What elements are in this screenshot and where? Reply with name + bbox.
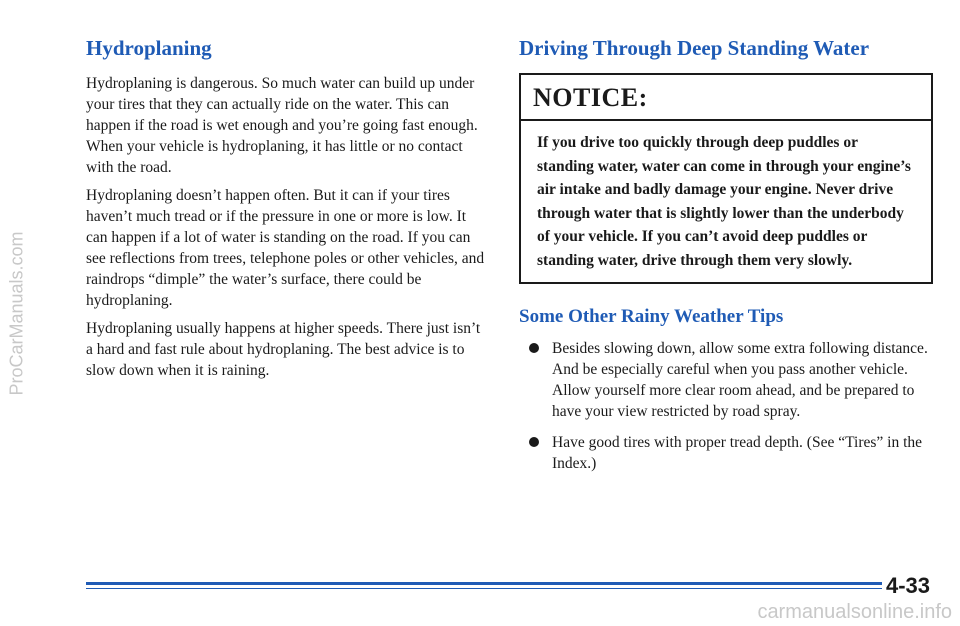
hydroplaning-paragraph-1: Hydroplaning is dangerous. So much water can build up under your tires that they can actually ride on the water. This can happen if the road is wet enough and you’re going fast enough. When your vehicle is hydroplaning, it has little or no contact with the road. [86, 75, 478, 176]
notice-text: If you drive too quickly through deep puddles or standing water, water can come in through your engine’s air intake and badly damage your engine. Never drive through water that is slightly lower than the underbody of your vehicle. If you can’t avoid deep puddles or standing water, drive through them very slowly. [537, 134, 911, 269]
deep-water-title: Driving Through Deep Standing Water [519, 36, 870, 60]
hydroplaning-section [86, 36, 486, 388]
tip-text-1: Besides slowing down, allow some extra following distance. And be especially careful when you pass another vehicle. Allow yourself more clear room ahead, and be prepared to have your view restricted by road spray. [552, 340, 928, 420]
bullet-icon [529, 343, 539, 353]
notice-box [519, 73, 933, 284]
hydroplaning-paragraph-2: Hydroplaning doesn’t happen often. But it can if your tires haven’t much tread or if the pressure in one or more is low. It can happen if a lot of water is standing on the road. If you can see reflections from trees, telephone poles or other vehicles, and raindrops “dimple” the water’s surface, there could be hydroplaning. [86, 187, 485, 309]
hydroplaning-paragraph-3: Hydroplaning usually happens at higher speeds. There just isn’t a hard and fast rule about hydroplaning. The best advice is to slow down when it is raining. [86, 320, 481, 379]
side-watermark [4, 0, 30, 626]
side-watermark-text: ProCarManuals.com [6, 230, 27, 396]
bullet-icon [529, 437, 539, 447]
tip-text-2: Have good tires with proper tread depth. (See “Tires” in the Index.) [552, 434, 923, 472]
footer-rule-thin [86, 588, 886, 589]
deep-water-section [519, 36, 939, 484]
rainy-tips-list [519, 338, 939, 474]
notice-heading: NOTICE: [521, 75, 931, 121]
list-item [519, 432, 939, 474]
list-item [519, 338, 939, 422]
rainy-tips-title: Some Other Rainy Weather Tips [519, 306, 784, 327]
bottom-watermark: carmanualsonline.info [757, 601, 952, 623]
page-number: 4-33 [882, 573, 930, 599]
footer-rule [86, 582, 924, 585]
hydroplaning-title: Hydroplaning [86, 36, 212, 60]
